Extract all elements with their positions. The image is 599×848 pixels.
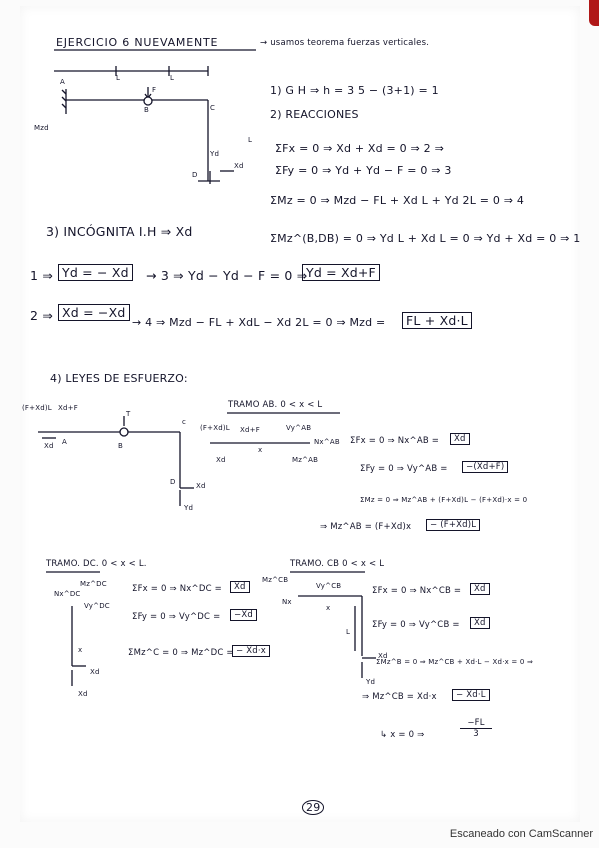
tramo-cb-box2: Xd	[470, 617, 490, 629]
tramo-ab-nx: Nx^AB	[314, 438, 340, 446]
tramo-dc-box3: − Xd·x	[232, 645, 270, 657]
diagram2-label-d: D	[170, 478, 176, 486]
tramo-ab-x: x	[258, 446, 263, 454]
diagram1-label-f: F	[152, 86, 157, 94]
tramo-ab-box1: Xd	[450, 433, 470, 445]
step2-title: 2) REACCIONES	[270, 108, 359, 121]
diagram1-label-yd: Yd	[210, 150, 220, 158]
tramo-cb-box1: Xd	[470, 583, 490, 595]
page-number: 29	[302, 800, 324, 815]
diagram1-label-l3: L	[248, 136, 253, 144]
step1-gh: 1) G H ⇒ h = 3 5 − (3+1) = 1	[270, 84, 439, 97]
diagram2-label-xd: Xd	[44, 442, 54, 450]
step3-r2-mid: → 4 ⇒ Mzd − FL + XdL − Xd 2L = 0 ⇒ Mzd =	[132, 316, 386, 329]
tramo-cb-l: L	[346, 628, 351, 636]
diagram1-label-a: A	[60, 78, 65, 86]
tramo-dc-mz: Mz^DC	[80, 580, 107, 588]
tramo-ab-eq4: ⇒ Mz^AB = (F+Xd)x	[320, 522, 412, 532]
tramo-cb-xd: Xd	[378, 652, 388, 660]
step3-r2-left: 2 ⇒	[30, 308, 53, 323]
tramo-cb-eq4: ⇒ Mz^CB = Xd·x	[362, 692, 437, 702]
tramo-dc-vy: Vy^DC	[84, 602, 110, 610]
hinge-b	[144, 97, 152, 105]
diagram2-label-a: A	[62, 438, 67, 446]
diagram2-left-moment: (F+Xd)L	[22, 404, 52, 412]
diagram1-label-xd: Xd	[234, 162, 244, 170]
tramo-dc-eq1: ΣFx = 0 ⇒ Nx^DC =	[132, 584, 222, 594]
tramo-cb-eq5: ↳ x = 0 ⇒	[380, 730, 425, 740]
tramo-dc-eq2: ΣFy = 0 ⇒ Vy^DC =	[132, 612, 221, 622]
diagram2-label-xd2: Xd	[196, 482, 206, 490]
tramo-dc-title: TRAMO. DC. 0 < x < L.	[46, 559, 147, 569]
tramo-cb-eq2: ΣFy = 0 ⇒ Vy^CB =	[372, 620, 460, 630]
tramo-cb-box4: − Xd·L	[452, 689, 490, 701]
scanner-stamp: Escaneado con CamScanner	[449, 828, 593, 840]
tramo-ab-force: Xd+F	[240, 426, 260, 434]
tramo-cb-yd: Yd	[366, 678, 376, 686]
step3-title: 3) INCÓGNITA I.H ⇒ Xd	[46, 224, 193, 239]
notebook-sheet	[20, 6, 580, 822]
diagram1-label-l1: L	[116, 74, 121, 82]
diagram2-left-force: Xd+F	[58, 404, 78, 412]
step4-title: 4) LEYES DE ESFUERZO:	[50, 372, 188, 385]
diagram1-label-b: B	[144, 106, 150, 114]
fraction-numerator: −FL	[460, 718, 492, 729]
diagram2-label-c: c	[182, 418, 187, 426]
tramo-dc-box2: −Xd	[230, 609, 257, 621]
tramo-cb-eq3: ΣMz^B = 0 ⇒ Mz^CB + Xd·L − Xd·x = 0 ⇒	[376, 658, 534, 666]
diagram1-label-mz: Mzd	[34, 124, 49, 132]
diagram2-label-yd: Yd	[184, 504, 194, 512]
tramo-ab-mz: Mz^AB	[292, 456, 319, 464]
exercise-title: EJERCICIO 6 NUEVAMENTE	[56, 36, 219, 49]
tramo-ab-box2: −(Xd+F)	[462, 461, 508, 473]
diagram1-label-d: D	[192, 171, 198, 179]
tramo-dc-x: x	[78, 646, 83, 654]
diagram2-label-b: B	[118, 442, 124, 450]
tramo-ab-eq1: ΣFx = 0 ⇒ Nx^AB =	[350, 436, 440, 446]
step2-eq4: ΣMz^(B,DB) = 0 ⇒ Yd L + Xd L = 0 ⇒ Yd + Xd = 0 ⇒ 1	[270, 232, 581, 245]
tramo-ab-eq3: ΣMz = 0 ⇒ Mz^AB + (F+Xd)L − (F+Xd)·x = 0	[360, 496, 528, 504]
tramo-dc-nx: Nx^DC	[54, 590, 81, 598]
tramo-cb-fraction	[460, 718, 492, 739]
tramo-cb-x: x	[326, 604, 331, 612]
tramo-dc-xd: Xd	[90, 668, 100, 676]
tramo-dc-eq3: ΣMz^C = 0 ⇒ Mz^DC =	[128, 648, 234, 658]
step2-eq3: ΣMz = 0 ⇒ Mzd − FL + Xd L + Yd 2L = 0 ⇒ 4	[270, 194, 525, 207]
tramo-cb-nx: Nx	[282, 598, 292, 606]
step3-r2-box2: FL + Xd·L	[402, 312, 472, 329]
tramo-dc-yd: Xd	[78, 690, 88, 698]
tramo-ab-xd: Xd	[216, 456, 226, 464]
tramo-dc-box1: Xd	[230, 581, 250, 593]
tramo-cb-title: TRAMO. CB 0 < x < L	[290, 559, 385, 569]
step3-r1-box2: Yd = Xd+F	[302, 264, 380, 281]
sketch-layer	[20, 6, 580, 822]
step2-eq2: ΣFy = 0 ⇒ Yd + Yd − F = 0 ⇒ 3	[275, 164, 452, 177]
exercise-note: → usamos teorema fuerzas verticales.	[260, 38, 430, 48]
tramo-ab-box4: − (F+Xd)L	[426, 519, 480, 531]
diagram1-label-l2: L	[170, 74, 175, 82]
tramo-ab-vy: Vy^AB	[286, 424, 312, 432]
hinge-b-2	[120, 428, 128, 436]
fraction-denominator: 3	[473, 729, 479, 739]
step3-r1-box: Yd = − Xd	[58, 264, 133, 281]
step2-eq1: ΣFx = 0 ⇒ Xd + Xd = 0 ⇒ 2 ⇒	[275, 142, 444, 155]
tramo-ab-title: TRAMO AB. 0 < x < L	[228, 400, 323, 410]
diagram1-label-c: C	[210, 104, 216, 112]
tramo-ab-eq2: ΣFy = 0 ⇒ Vy^AB =	[360, 464, 448, 474]
step3-r1-left: 1 ⇒	[30, 268, 53, 283]
step3-r1-mid: → 3 ⇒ Yd − Yd − F = 0 ⇒	[146, 268, 308, 283]
tramo-cb-eq1: ΣFx = 0 ⇒ Nx^CB =	[372, 586, 462, 596]
tramo-cb-vy: Vy^CB	[316, 582, 342, 590]
step3-r2-box: Xd = −Xd	[58, 304, 130, 321]
tramo-cb-mz: Mz^CB	[262, 576, 289, 584]
diagram2-label-t: T	[126, 410, 131, 418]
tramo-ab-moment: (F+Xd)L	[200, 424, 230, 432]
page-edge-mark	[589, 0, 599, 26]
